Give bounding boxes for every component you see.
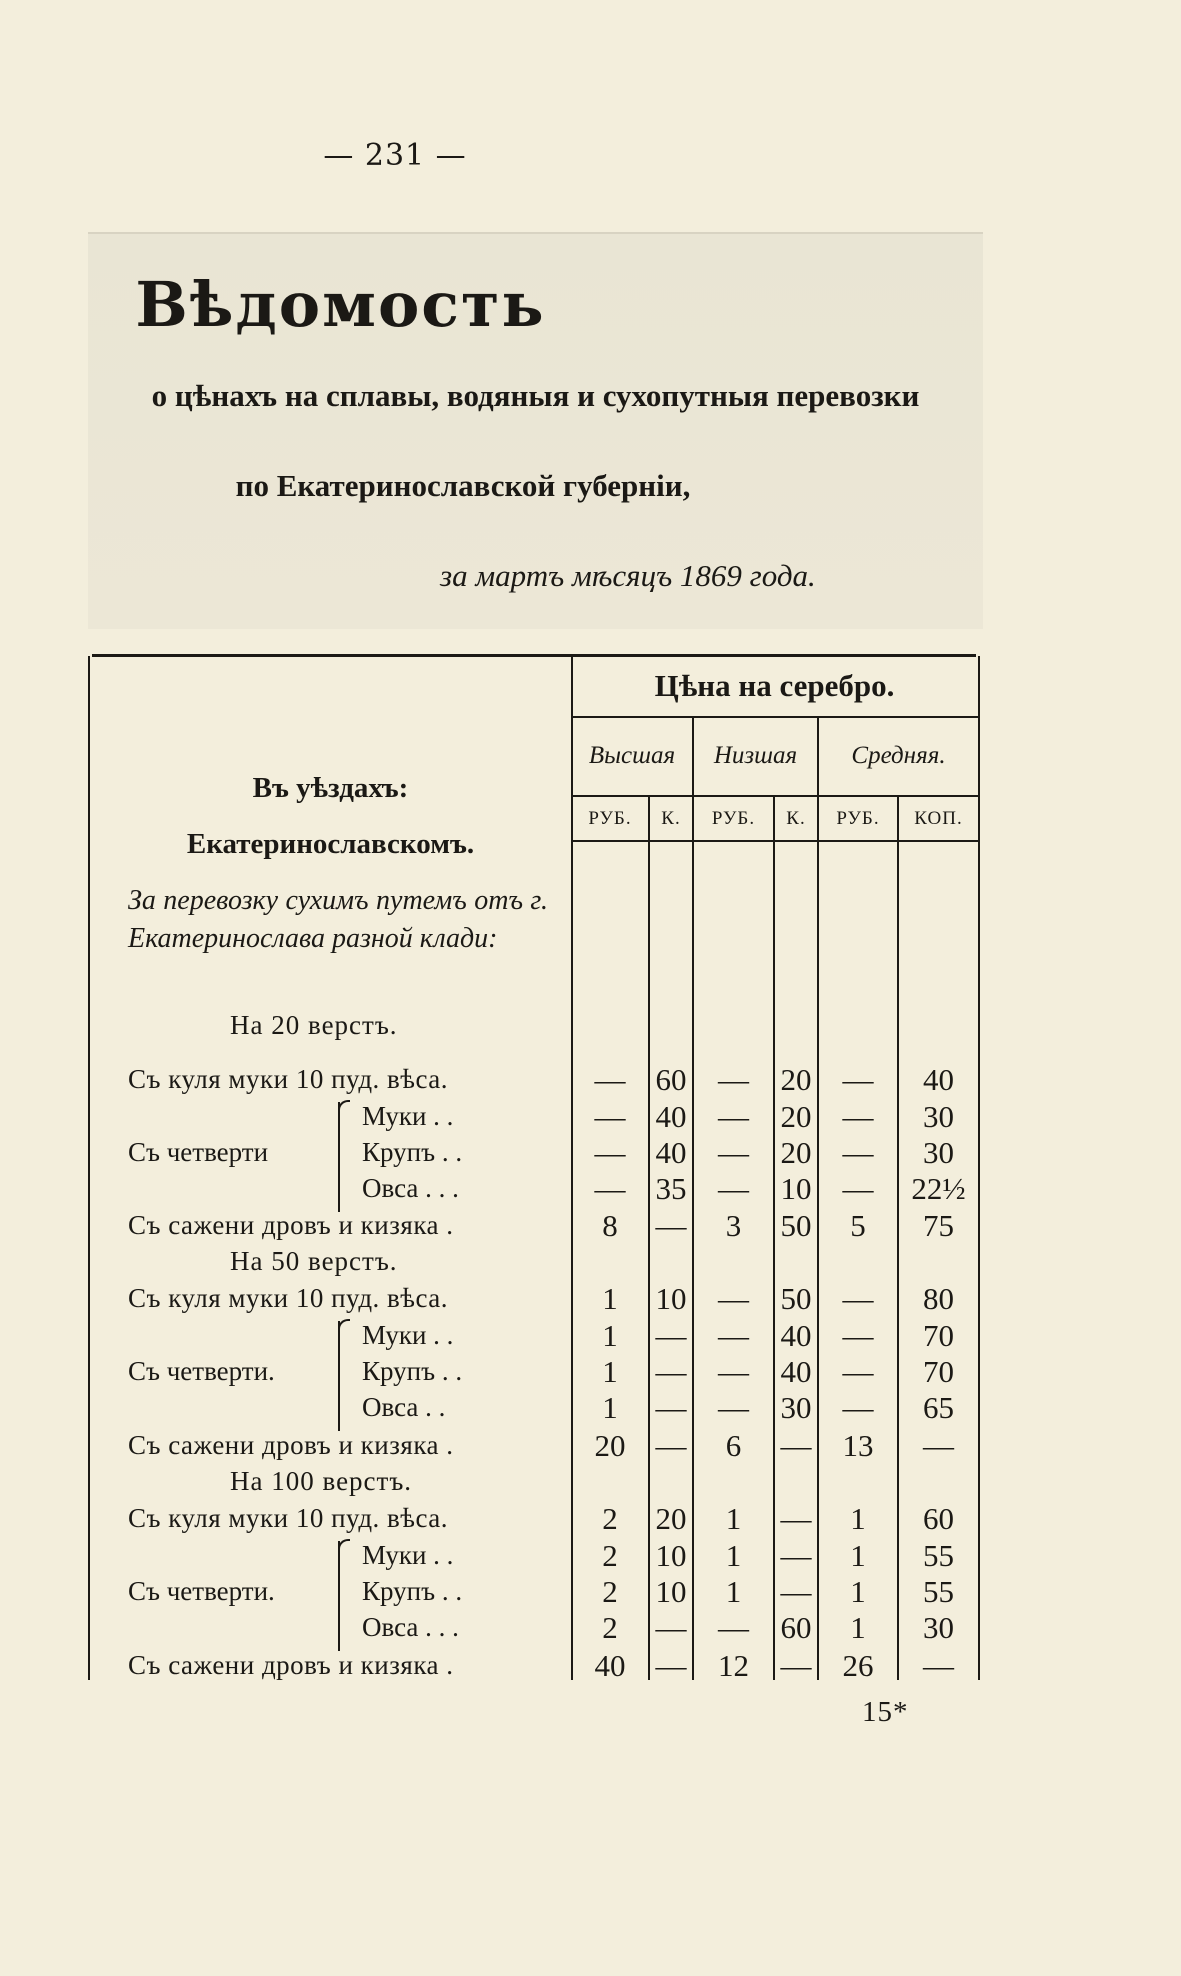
table-cell: —: [842, 1318, 874, 1353]
table-cell: 55: [923, 1538, 954, 1573]
table-cell: —: [780, 1501, 812, 1536]
table-cell: 20: [780, 1135, 812, 1170]
group-label: Съ четверти.: [128, 1356, 275, 1386]
table-cell: 60: [655, 1062, 687, 1097]
table-cell: 30: [923, 1135, 954, 1170]
table-cell: —: [842, 1171, 874, 1206]
table-cell: 1: [850, 1574, 866, 1609]
table-cell: 50: [780, 1281, 812, 1316]
table-cell: 5: [850, 1208, 866, 1243]
group-label: Съ четверти.: [128, 1576, 275, 1606]
table-cell: 1: [850, 1610, 866, 1645]
table-cell: 10: [655, 1281, 687, 1316]
distance-label: На 100 верстъ.: [230, 1466, 413, 1496]
table-cell: —: [594, 1099, 626, 1134]
table-cell: —: [655, 1208, 687, 1243]
table-cell: 30: [780, 1390, 812, 1425]
table-cell: —: [780, 1428, 812, 1463]
description: За перевозку сухимъ путемъ отъ г. Екатеринослава разной клади:: [128, 885, 548, 954]
table-cell: 20: [594, 1428, 626, 1463]
table-cell: 50: [780, 1208, 812, 1243]
sub-label: Овса . . .: [362, 1612, 459, 1642]
page-number: — 231 —: [323, 138, 467, 173]
col-group-low: Низшая: [713, 742, 798, 769]
table-cell: 1: [602, 1390, 618, 1425]
table-cell: 2: [602, 1610, 618, 1645]
table-cell: —: [655, 1610, 687, 1645]
group-header-rule: [572, 795, 978, 797]
sub-label: Крупъ . .: [362, 1356, 463, 1386]
table-cell: 22½: [911, 1171, 966, 1206]
distance-label: На 50 верстъ.: [230, 1246, 398, 1276]
table-cell: 55: [923, 1574, 954, 1609]
table-cell: —: [594, 1062, 626, 1097]
table-cell: —: [842, 1135, 874, 1170]
unit-header: К.: [661, 808, 681, 829]
table-cell: —: [842, 1099, 874, 1134]
table-cell: —: [842, 1062, 874, 1097]
unit-header: РУБ.: [711, 808, 756, 829]
table-cell: 20: [780, 1099, 812, 1134]
table-cell: —: [842, 1354, 874, 1389]
title-line-3: за мартъ мѣсяцъ 1869 года.: [440, 558, 816, 593]
table-cell: 35: [655, 1171, 687, 1206]
price-header-rule: [572, 716, 978, 718]
unit-header: РУБ.: [588, 808, 632, 829]
table-cell: 1: [725, 1538, 742, 1573]
title-line-2: по Екатеринославской губерніи,: [235, 468, 691, 503]
row-label: Съ куля муки 10 пуд. вѣса.: [128, 1283, 449, 1313]
table-cell: 40: [594, 1648, 626, 1683]
table-cell: —: [655, 1648, 687, 1683]
table-cell: 75: [923, 1208, 954, 1243]
table-cell: —: [842, 1390, 874, 1425]
table-cell: 12: [718, 1648, 749, 1683]
table-cell: 2: [602, 1501, 618, 1536]
sub-label: Муки . .: [362, 1320, 454, 1350]
table-cell: —: [718, 1099, 749, 1134]
table-cell: 40: [923, 1062, 954, 1097]
brace: [338, 1541, 354, 1651]
table-cell: 40: [780, 1318, 812, 1353]
table-cell: —: [655, 1428, 687, 1463]
table-cell: —: [718, 1610, 749, 1645]
group-label: Съ четверти: [128, 1137, 269, 1167]
unit-header: РУБ.: [836, 808, 880, 829]
table-cell: 6: [725, 1428, 742, 1463]
table-cell: —: [655, 1354, 687, 1389]
price-header: Цѣна на серебро.: [654, 668, 895, 703]
table-cell: —: [780, 1538, 812, 1573]
table-cell: 30: [923, 1099, 954, 1134]
sub-label: Муки . .: [362, 1540, 454, 1570]
table-cell: 1: [850, 1501, 866, 1536]
units-header-rule: [572, 840, 978, 842]
table-cell: 40: [655, 1099, 687, 1134]
sub-label: Крупъ . .: [362, 1576, 463, 1606]
footer-signature: 15*: [862, 1696, 909, 1728]
district-name: Екатеринославскомъ.: [186, 828, 475, 860]
distance-label: На 20 верстъ.: [230, 1010, 398, 1040]
table-cell: —: [718, 1062, 749, 1097]
table-cell: —: [923, 1428, 954, 1463]
row-label: Съ сажени дровъ и кизяка .: [128, 1210, 454, 1240]
table-cell: —: [780, 1574, 812, 1609]
document-title: Вѣдомость: [135, 268, 546, 341]
table-cell: 1: [602, 1318, 618, 1353]
table-cell: 80: [923, 1281, 954, 1316]
table-top-rule: [92, 654, 976, 657]
table-cell: —: [594, 1171, 626, 1206]
table-cell: 1: [725, 1501, 742, 1536]
table-cell: —: [655, 1318, 687, 1353]
table-cell: —: [780, 1648, 812, 1683]
table-cell: 65: [923, 1390, 954, 1425]
table-cell: 10: [780, 1171, 812, 1206]
sub-label: Овса . .: [362, 1392, 446, 1422]
col-group-high: Высшая: [588, 742, 676, 769]
col-group-avg: Средняя.: [851, 742, 946, 769]
table-cell: 1: [725, 1574, 742, 1609]
brace: [338, 1321, 354, 1431]
table-cell: —: [718, 1354, 749, 1389]
table-cell: —: [718, 1281, 749, 1316]
table-left-border: [88, 656, 90, 1680]
unit-header: К.: [786, 808, 806, 829]
row-label: Съ куля муки 10 пуд. вѣса.: [128, 1503, 449, 1533]
table-cell: 1: [602, 1354, 618, 1389]
table-cell: 26: [842, 1648, 874, 1683]
table-cell: 60: [923, 1501, 954, 1536]
table-cell: 3: [725, 1208, 742, 1243]
table-cell: 2: [602, 1574, 618, 1609]
table-cell: 1: [602, 1281, 618, 1316]
table-cell: 1: [850, 1538, 866, 1573]
table-cell: —: [923, 1648, 954, 1683]
table-cell: —: [718, 1318, 749, 1353]
table-cell: 30: [923, 1610, 954, 1645]
table-cell: 20: [655, 1501, 687, 1536]
row-label: Съ куля муки 10 пуд. вѣса.: [128, 1064, 449, 1094]
table-cell: 70: [923, 1318, 954, 1353]
table-cell: —: [655, 1390, 687, 1425]
district-heading: Въ уѣздахъ:: [252, 772, 409, 804]
table-cell: —: [718, 1135, 749, 1170]
unit-header: КОП.: [914, 808, 963, 829]
table-cell: —: [718, 1390, 749, 1425]
table-cell: 40: [655, 1135, 687, 1170]
table-cell: 2: [602, 1538, 618, 1573]
table-cell: 13: [842, 1428, 874, 1463]
table-cell: 10: [655, 1574, 687, 1609]
table-cell: 8: [602, 1208, 618, 1243]
brace: [338, 1102, 354, 1212]
sub-label: Муки . .: [362, 1101, 454, 1131]
row-label: Съ сажени дровъ и кизяка .: [128, 1650, 454, 1680]
sub-label: Овса . . .: [362, 1173, 459, 1203]
row-label: Съ сажени дровъ и кизяка .: [128, 1430, 454, 1460]
table-cell: 70: [923, 1354, 954, 1389]
table-cell: 10: [655, 1538, 687, 1573]
table-cell: —: [718, 1171, 749, 1206]
sub-label: Крупъ . .: [362, 1137, 463, 1167]
table-cell: —: [842, 1281, 874, 1316]
title-line-1: о цѣнахъ на сплавы, водяныя и сухопутныя перевозки: [151, 378, 920, 413]
table-cell: 20: [780, 1062, 812, 1097]
table-cell: 60: [780, 1610, 812, 1645]
table-cell: —: [594, 1135, 626, 1170]
table-cell: 40: [780, 1354, 812, 1389]
table-right-border: [978, 656, 980, 1680]
